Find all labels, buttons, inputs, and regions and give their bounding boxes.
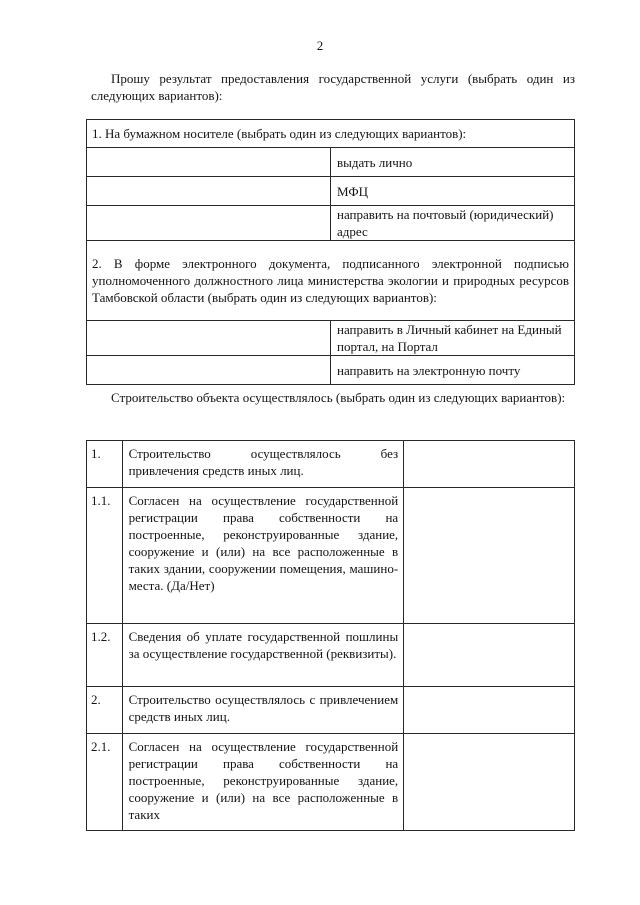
construction-intro-text: Строительство объекта осуществлялось (выбрать один из следующих вариантов): [111, 390, 566, 405]
row-number: 1.1. [87, 488, 123, 624]
option-label: направить в Личный кабинет на Единый портал, на Портал [331, 321, 575, 356]
option-checkbox[interactable] [87, 321, 331, 356]
row-value-field[interactable] [404, 734, 575, 831]
intro-paragraph [91, 70, 575, 104]
row-text: Согласен на осуществление государственной регистрации права собственности на построенные, реконструированные здание, сооружение и (или) на все расположенные в таких здании, сооружении помещения, машино-места. (Да/Нет) [122, 488, 404, 624]
result-options-table [86, 119, 575, 385]
option-label: выдать лично [331, 148, 575, 177]
section1-title: 1. На бумажном носителе (выбрать один из следующих вариантов): [87, 120, 575, 148]
row-text: Сведения об уплате государственной пошлины за осуществление государственной (реквизиты). [122, 624, 404, 687]
section2-title: 2. В форме электронного документа, подписанного электронной подписью уполномоченного должностного лица министерства экологии и природных ресурсов Тамбовской области (выбрать один из следующих вариантов): [87, 241, 575, 321]
intro-text: Прошу результат предоставления государственной услуги (выбрать один из следующих вариантов): [91, 71, 575, 103]
row-number: 1. [87, 441, 123, 488]
construction-table [86, 440, 575, 831]
row-text: Согласен на осуществление государственной регистрации права собственности на построенные, реконструированные здание, сооружение и (или) на все расположенные в таких [122, 734, 404, 831]
option-checkbox[interactable] [87, 356, 331, 385]
page-number: 2 [316, 38, 324, 53]
option-label: направить на почтовый (юридический) адрес [331, 206, 575, 241]
option-checkbox[interactable] [87, 148, 331, 177]
option-checkbox[interactable] [87, 177, 331, 206]
row-text: Строительство осуществлялось с привлечением средств иных лиц. [122, 687, 404, 734]
option-label: направить на электронную почту [331, 356, 575, 385]
row-value-field[interactable] [404, 441, 575, 488]
row-number: 1.2. [87, 624, 123, 687]
option-label: МФЦ [331, 177, 575, 206]
row-text: Строительство осуществлялось без привлечения средств иных лиц. [122, 441, 404, 488]
row-value-field[interactable] [404, 488, 575, 624]
row-value-field[interactable] [404, 687, 575, 734]
row-number: 2. [87, 687, 123, 734]
option-checkbox[interactable] [87, 206, 331, 241]
row-number: 2.1. [87, 734, 123, 831]
construction-intro-paragraph [91, 389, 575, 406]
row-value-field[interactable] [404, 624, 575, 687]
